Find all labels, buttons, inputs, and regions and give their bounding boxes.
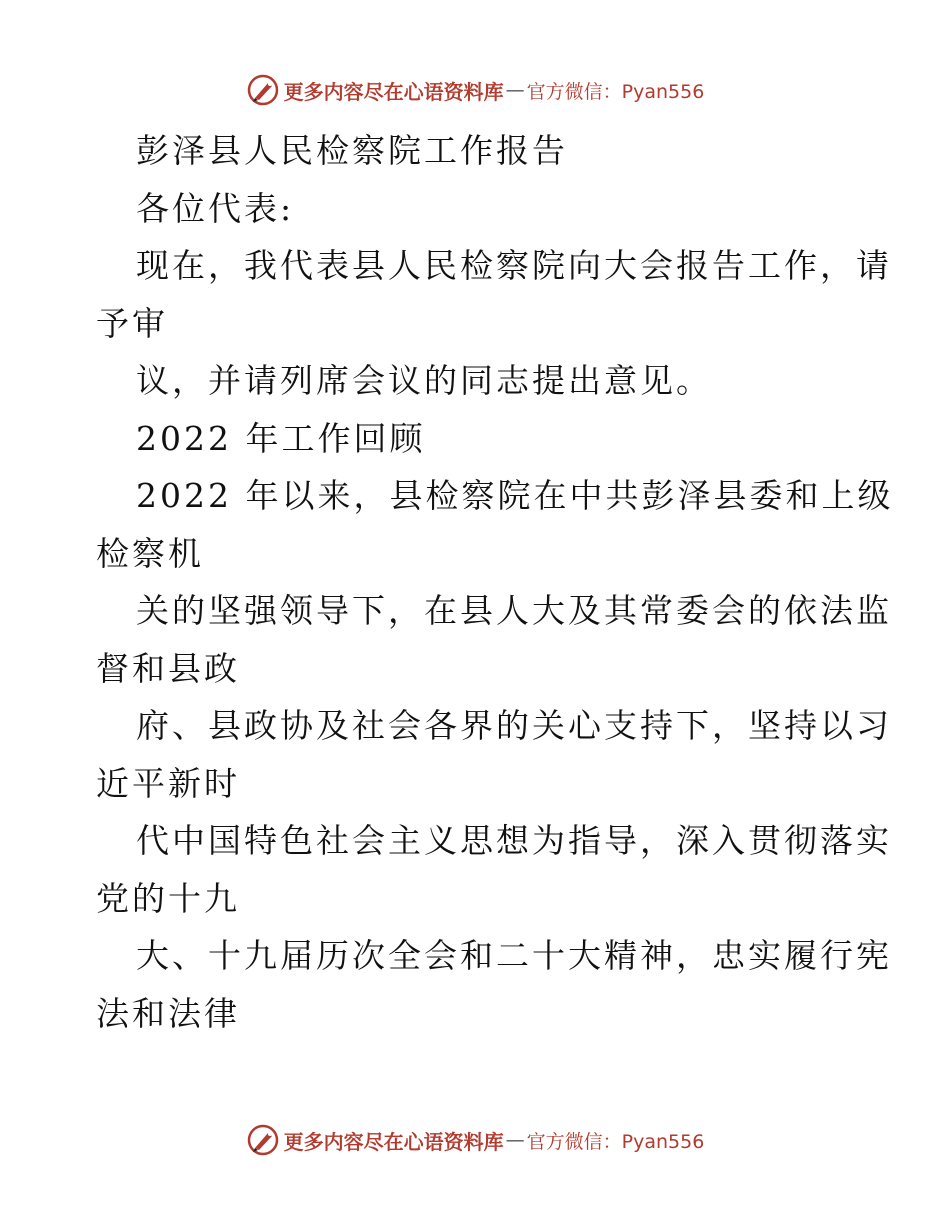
document-body (96, 122, 894, 1042)
salutation: 各位代表: (136, 188, 295, 228)
footer-banner (0, 1120, 950, 1160)
paragraph-line: 2022 年以来，县检察院在中共彭泽县委和上级 (136, 476, 894, 515)
paragraph-line: 予审 (96, 303, 168, 343)
paragraph-line: 代中国特色社会主义思想为指导，深入贯彻落实 (136, 821, 892, 860)
paragraph-line: 府、县政协及社会各界的关心支持下，坚持以习 (136, 706, 892, 745)
paragraph-line: 现在，我代表县人民检察院向大会报告工作，请 (136, 246, 892, 285)
banner-wechat: 官方微信：Pyan556 (526, 80, 705, 103)
paragraph-line: 检察机 (96, 533, 204, 573)
paragraph-line: 关的坚强领导下，在县人大及其常委会的依法监 (136, 591, 892, 630)
pen-logo-icon (246, 73, 280, 107)
banner-text: 更多内容尽在心语资料库 (283, 1129, 504, 1154)
document-title: 彭泽县人民检察院工作报告 (136, 131, 568, 170)
paragraph-line: 法和法律 (96, 993, 240, 1033)
banner-separator: — (505, 79, 525, 101)
header-banner (0, 70, 950, 110)
paragraph-line: 近平新时 (96, 763, 240, 803)
banner-separator: — (505, 1129, 525, 1151)
paragraph-line: 党的十九 (96, 878, 240, 918)
pen-logo-icon (246, 1123, 280, 1157)
paragraph-line: 议，并请列席会议的同志提出意见。 (136, 361, 712, 400)
banner-wechat: 官方微信：Pyan556 (526, 1130, 705, 1153)
paragraph-line: 大、十九届历次全会和二十大精神，忠实履行宪 (136, 936, 892, 975)
banner-text: 更多内容尽在心语资料库 (283, 79, 504, 104)
paragraph-line: 督和县政 (96, 648, 240, 688)
section-heading: 2022 年工作回顾 (136, 418, 426, 458)
